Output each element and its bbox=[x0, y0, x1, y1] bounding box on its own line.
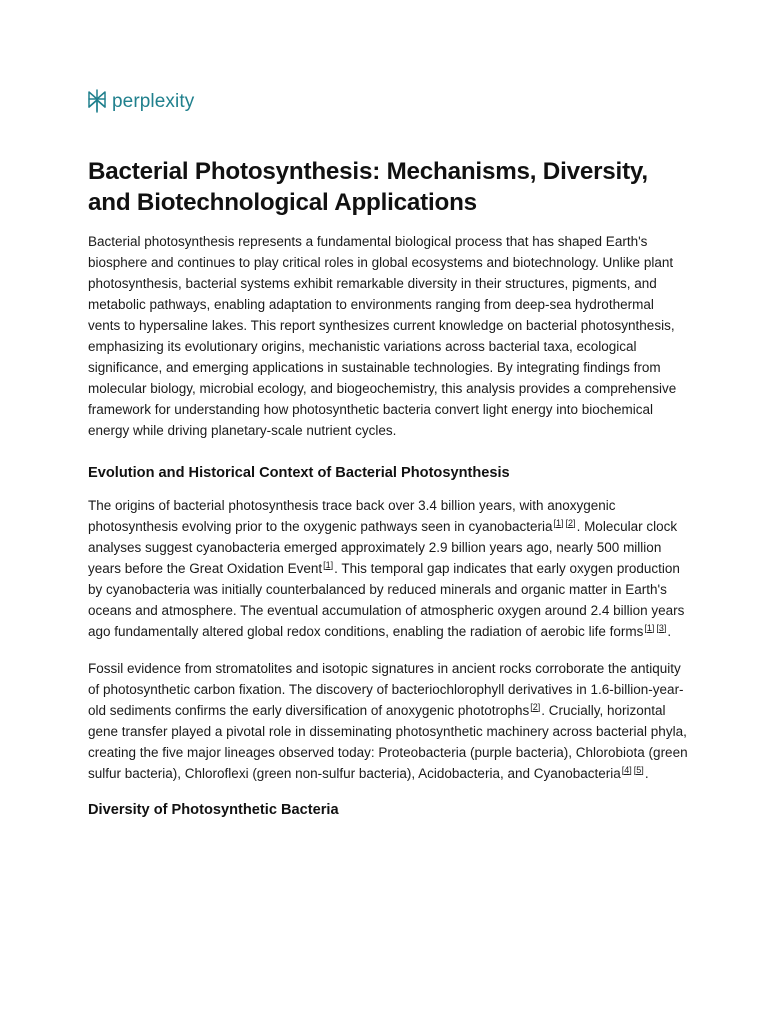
section-heading-evolution: Evolution and Historical Context of Bacterial Photosynthesis bbox=[88, 465, 510, 481]
citation-link[interactable]: [4] bbox=[621, 764, 632, 775]
citation-link[interactable]: [1] bbox=[323, 559, 334, 570]
evolution-paragraph-1 bbox=[88, 495, 688, 642]
perplexity-logo-icon bbox=[86, 89, 108, 113]
citation-link[interactable]: [2] bbox=[530, 701, 541, 712]
paragraph-text: Fossil evidence from stromatolites and isotopic signatures in ancient rocks corroborate the antiquity of photosynthetic carbon fixation. The discovery of bacteriochlorophyll derivatives in 1.6-billion-year-old sediments confirms the early diversification of anoxygenic phototrophs bbox=[88, 661, 684, 718]
citation-link[interactable]: [1] bbox=[553, 517, 564, 528]
document-body bbox=[88, 231, 688, 820]
paragraph-text: . Molecular clock analyses suggest cyanobacteria emerged approximately 2.9 billion years ago, nearly 500 million years before the Great Oxidation Event bbox=[88, 519, 678, 576]
citation-link[interactable]: [2] bbox=[565, 517, 576, 528]
paragraph-text: . Crucially, horizontal gene transfer played a pivotal role in disseminating photosynthetic machinery across bacterial phyla, creating the five major lineages observed today: Proteobacteria (purple bacteria), Chlorobiota (green sulfur bacteria), Chloroflexi (green non-sulfur bacteria), Acidobacteria, and Cyanobacteria bbox=[88, 703, 688, 781]
citation-link[interactable]: [1] bbox=[644, 622, 655, 633]
paragraph-text: . This temporal gap indicates that early oxygen production by cyanobacteria was initially counterbalanced by reduced minerals and organic matter in Earth's oceans and atmosphere. The eventual accumulation of atmospheric oxygen around 2.4 billion years ago fundamentally altered global redox conditions, enabling the radiation of aerobic life forms bbox=[88, 561, 685, 639]
intro-paragraph: Bacterial photosynthesis represents a fundamental biological process that has shaped Earth's biosphere and continues to play critical roles in global ecosystems and biotechnology. Unlike plant photosynthesis, bacterial systems exhibit remarkable diversity in their structures, pigments, and metabolic pathways, enabling adaptation to environments ranging from deep-sea hydrothermal vents to hypersaline lakes. This report synthesizes current knowledge on bacterial photosynthesis, emphasizing its evolutionary origins, mechanistic variations across bacterial taxa, ecological significance, and emerging applications in sustainable technologies. By integrating findings from molecular biology, microbial ecology, and biogeochemistry, this analysis provides a comprehensive framework for understanding how photosynthetic bacteria convert light energy into biochemical energy while driving planetary-scale nutrient cycles. bbox=[88, 234, 677, 438]
page-title: Bacterial Photosynthesis: Mechanisms, Diversity, and Biotechnological Applications bbox=[88, 158, 648, 216]
paragraph-text: The origins of bacterial photosynthesis trace back over 3.4 billion years, with anoxygenic photosynthesis evolving prior to the oxygenic pathways seen in cyanobacteria bbox=[88, 498, 616, 534]
evolution-paragraph-2 bbox=[88, 658, 688, 784]
brand-name: perplexity bbox=[112, 90, 195, 112]
section-heading-diversity: Diversity of Photosynthetic Bacteria bbox=[88, 802, 339, 818]
citation-link[interactable]: [5] bbox=[633, 764, 644, 775]
citation-link[interactable]: [3] bbox=[656, 622, 667, 633]
paragraph-text: . bbox=[667, 624, 672, 639]
brand-logo[interactable] bbox=[86, 89, 194, 113]
paragraph-text: . bbox=[644, 766, 649, 781]
